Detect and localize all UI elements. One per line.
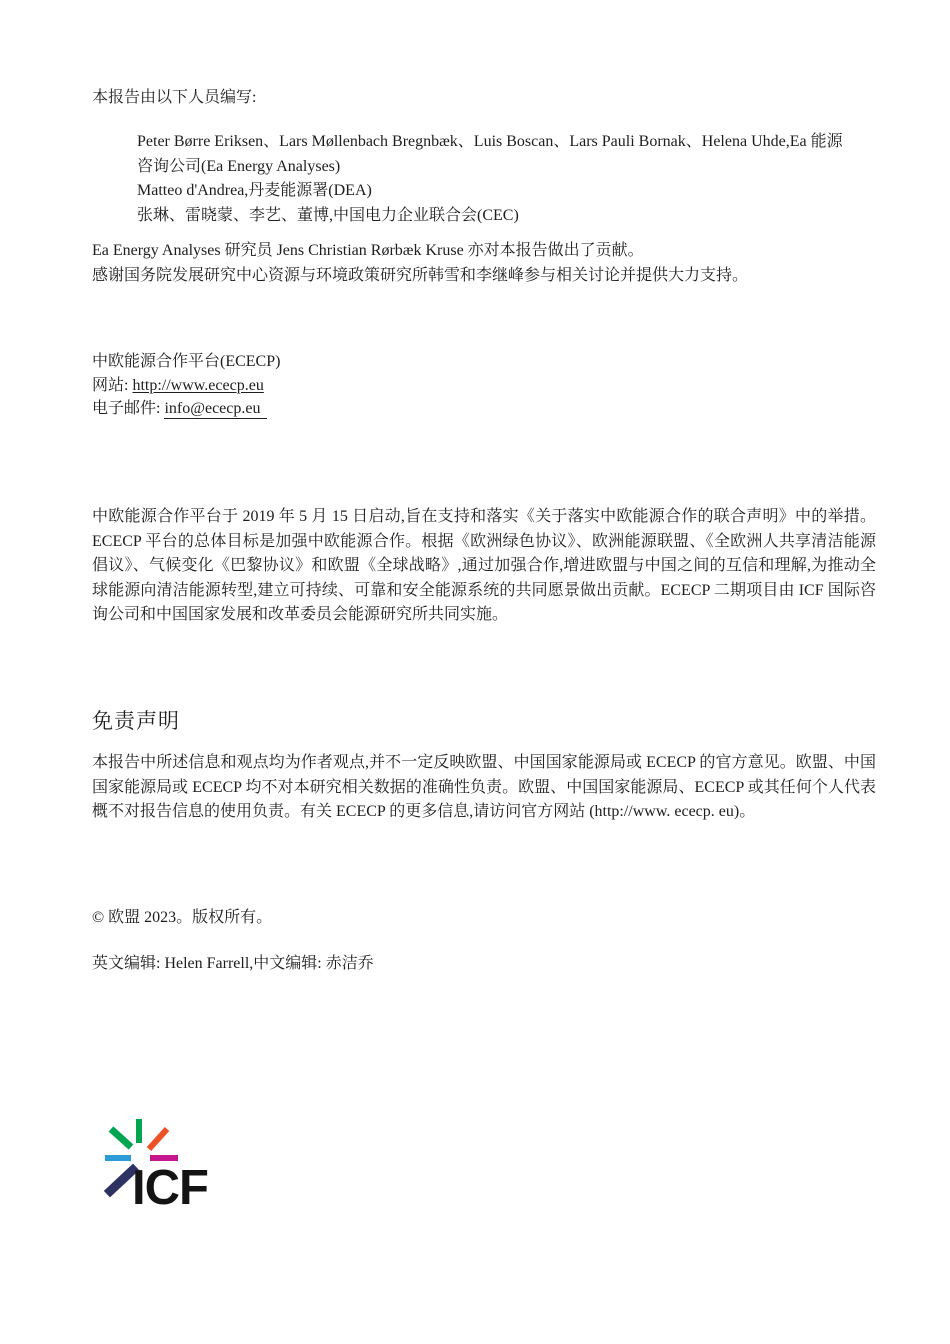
website-label: 网站: (92, 376, 129, 394)
email-label: 电子邮件: (92, 400, 161, 417)
credits-intro: 本报告由以下人员编写: (92, 89, 257, 106)
author-line: 咨询公司(Ea Energy Analyses) (137, 157, 341, 175)
website-link[interactable]: http://www.ececp.eu (132, 376, 264, 394)
logo-ray-orange-icon (147, 1127, 170, 1151)
contribution-line: 感谢国务院发展研究中心资源与环境政策研究所韩雪和李继峰参与相关讨论并提供大力支持。 (92, 266, 749, 284)
icf-logo-graphic (88, 1112, 218, 1212)
author-line: Peter Børre Eriksen、Lars Møllenbach Bregnbæk、Luis Boscan、Lars Pauli Bornak、Helena Uhde,Ea 能源 (137, 133, 843, 150)
author-line: 张琳、雷晓蒙、李艺、董博,中国电力企业联合会(CEC) (137, 206, 519, 224)
authors-list (137, 130, 882, 228)
disclaimer-paragraph: 本报告中所述信息和观点均为作者观点,并不一定反映欧盟、中国国家能源局或 ECECP 的官方意见。欧盟、中国国家能源局或 ECECP 均不对本研究相关数据的准确性负责。欧盟、中国国家能源局、ECECP 或其任何个人代表概不对报告信息的使用负责。有关 ECECP 的更多信息,请访问官方网站 (http://www. ececp. eu)。 (92, 754, 876, 820)
contact-website-line (92, 374, 876, 398)
logo-wordmark: ICF (132, 1161, 208, 1212)
contact-org: 中欧能源合作平台(ECECP) (92, 353, 281, 370)
icf-logo (88, 1112, 218, 1212)
logo-ray-blue-icon (105, 1155, 131, 1161)
copyright-notice: © 欧盟 2023。版权所有。 (92, 909, 273, 926)
contribution-line: Ea Energy Analyses 研究员 Jens Christian Rørbæk Kruse 亦对本报告做出了贡献。 (92, 242, 644, 259)
about-ecec-paragraph: 中欧能源合作平台于 2019 年 5 月 15 日启动,旨在支持和落实《关于落实中欧能源合作的联合声明》中的举措。ECECP 平台的总体目标是加强中欧能源合作。根据《欧洲绿色协议》、欧洲能源联盟、《全欧洲人共享清洁能源倡议》、气候变化《巴黎协议》和欧盟《全球战略》,通过加强合作,增进欧盟与中国之间的互信和理解,为推动全球能源向清洁能源转型,建立可持续、可靠和安全能源系统的共同愿景做出贡献。ECECP 二期项目由 ICF 国际咨询公司和中国国家发展和改革委员会能源研究所共同实施。 (92, 508, 876, 623)
editors-credit: 英文编辑: Helen Farrell,中文编辑: 赤洁乔 (92, 955, 374, 972)
contributions (92, 239, 876, 288)
contact-email-line (92, 397, 876, 421)
logo-ray-green-vertical-icon (136, 1119, 142, 1143)
author-line: Matteo d'Andrea,丹麦能源署(DEA) (137, 182, 372, 199)
email-link[interactable]: info@ececp.eu (164, 399, 267, 419)
disclaimer-heading: 免责声明 (92, 709, 180, 733)
contact-info (92, 350, 876, 421)
logo-ray-green-diagonal-icon (109, 1126, 134, 1149)
